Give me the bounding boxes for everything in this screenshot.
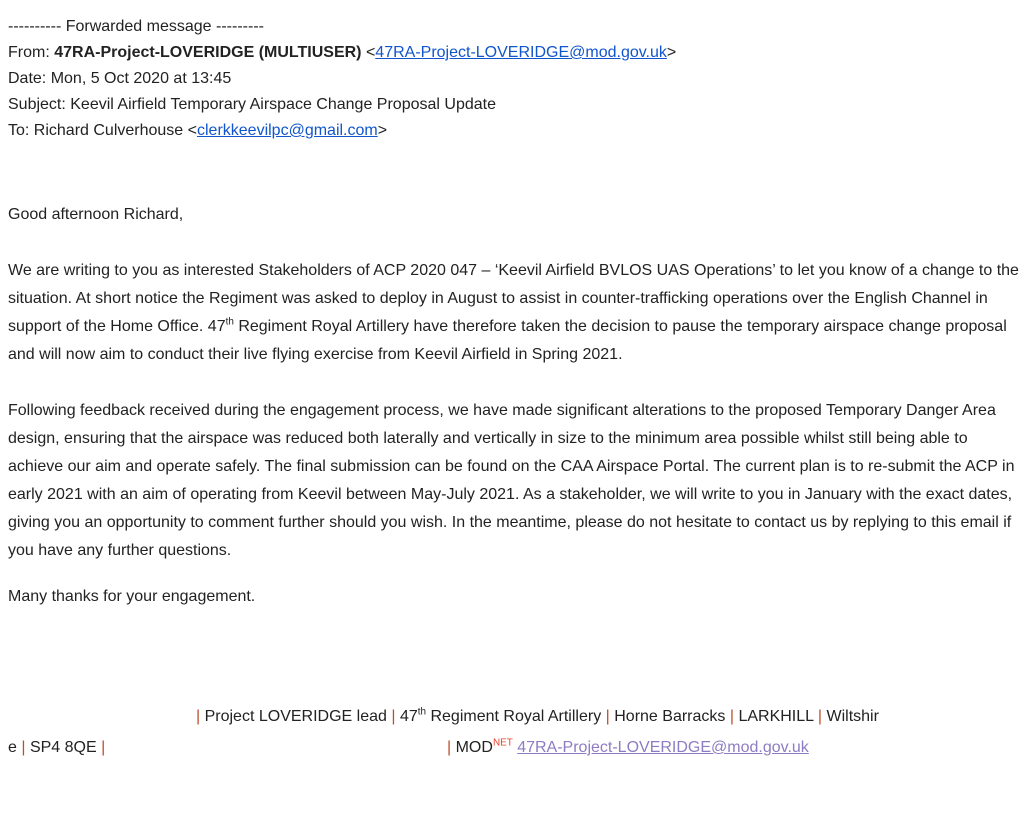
from-label: From: xyxy=(8,44,55,61)
signature-town: LARKHILL xyxy=(734,708,818,725)
paragraph-1-text-a: We are writing to you as interested Stakeholders of ACP 2020 047 – ‘Keevil Airfield BVLOS UAS Operations’ to let you know of a change to the situation. At short notice the Regiment was asked to deploy in August to assist in counter-trafficking operations over the English Channel in support of the Home Office. 47 xyxy=(8,262,1019,335)
signature-email-link[interactable]: 47RA-Project-LOVERIDGE@mod.gov.uk xyxy=(517,739,809,756)
subject-line: Subject: Keevil Airfield Temporary Airspace Change Proposal Update xyxy=(8,96,496,113)
signature-network-segment xyxy=(447,732,809,763)
date-line: Date: Mon, 5 Oct 2020 at 13:45 xyxy=(8,70,232,87)
to-bracket-close: > xyxy=(377,122,388,139)
from-bracket-open: < xyxy=(361,44,376,61)
to-line xyxy=(8,118,1022,144)
paragraph-1 xyxy=(8,257,1022,369)
signature-county-part-a: Wiltshir xyxy=(822,708,879,725)
greeting: Good afternoon Richard, xyxy=(8,206,184,223)
pipe-separator: | xyxy=(21,739,26,756)
pipe-separator: | xyxy=(196,708,201,725)
from-email-link[interactable]: 47RA-Project-LOVERIDGE@mod.gov.uk xyxy=(375,44,667,61)
paragraph-2: Following feedback received during the engagement process, we have made significant alterations to the proposed Temporary Danger Area design, ensuring that the airspace was reduced both laterally and vertically in size to the minimum area possible whilst still being able to achieve our aim and operate safely. The final submission can be found on the CAA Airspace Portal. The current plan is to re-submit the ACP in early 2021 with an aim of operating from Keevil between May-July 2021. As a stakeholder, we will write to you in January with the exact dates, giving you an opportunity to comment further should you wish. In the meantime, please do not hesitate to contact us by replying to this email if you have any further questions. xyxy=(8,402,1015,559)
signature-postcode: SP4 8QE xyxy=(25,739,102,756)
to-email-link[interactable]: clerkkeevilpc@gmail.com xyxy=(196,122,378,139)
signature-network: MOD xyxy=(451,739,493,756)
pipe-separator: | xyxy=(391,708,396,725)
forwarded-separator: ---------- Forwarded message --------- xyxy=(8,18,264,35)
signature-regiment-name: Regiment Royal Artillery xyxy=(426,708,606,725)
signature-county-part-b: e xyxy=(8,739,22,756)
modnet-superscript: NET xyxy=(492,737,513,749)
signature-barracks: Horne Barracks xyxy=(609,708,730,725)
paragraph-1-text-b: Regiment Royal Artillery have therefore taken the decision to pause the temporary airspace change proposal and will now aim to conduct their live flying exercise from Keevil Airfield in Spring 2021. xyxy=(8,318,1007,363)
ordinal-superscript: th xyxy=(225,316,234,328)
forwarded-header xyxy=(8,14,1022,144)
pipe-separator: | xyxy=(729,708,734,725)
signature-line-2 xyxy=(8,732,1022,763)
signature-line-1 xyxy=(8,701,1022,732)
pipe-separator: | xyxy=(447,739,452,756)
signature-role: Project LOVERIDGE lead xyxy=(200,708,392,725)
ordinal-superscript: th xyxy=(417,706,427,718)
from-line xyxy=(8,40,1022,66)
closing-thanks: Many thanks for your engagement. xyxy=(8,588,256,605)
from-name: 47RA-Project-LOVERIDGE (MULTIUSER) xyxy=(54,44,362,61)
to-label: To: Richard Culverhouse < xyxy=(8,122,197,139)
pipe-separator: | xyxy=(605,708,610,725)
pipe-separator: | xyxy=(817,708,823,725)
from-bracket-close: > xyxy=(666,44,677,61)
signature-block xyxy=(8,701,1022,763)
pipe-separator: | xyxy=(101,739,106,756)
signature-regiment: 47 xyxy=(395,708,418,725)
